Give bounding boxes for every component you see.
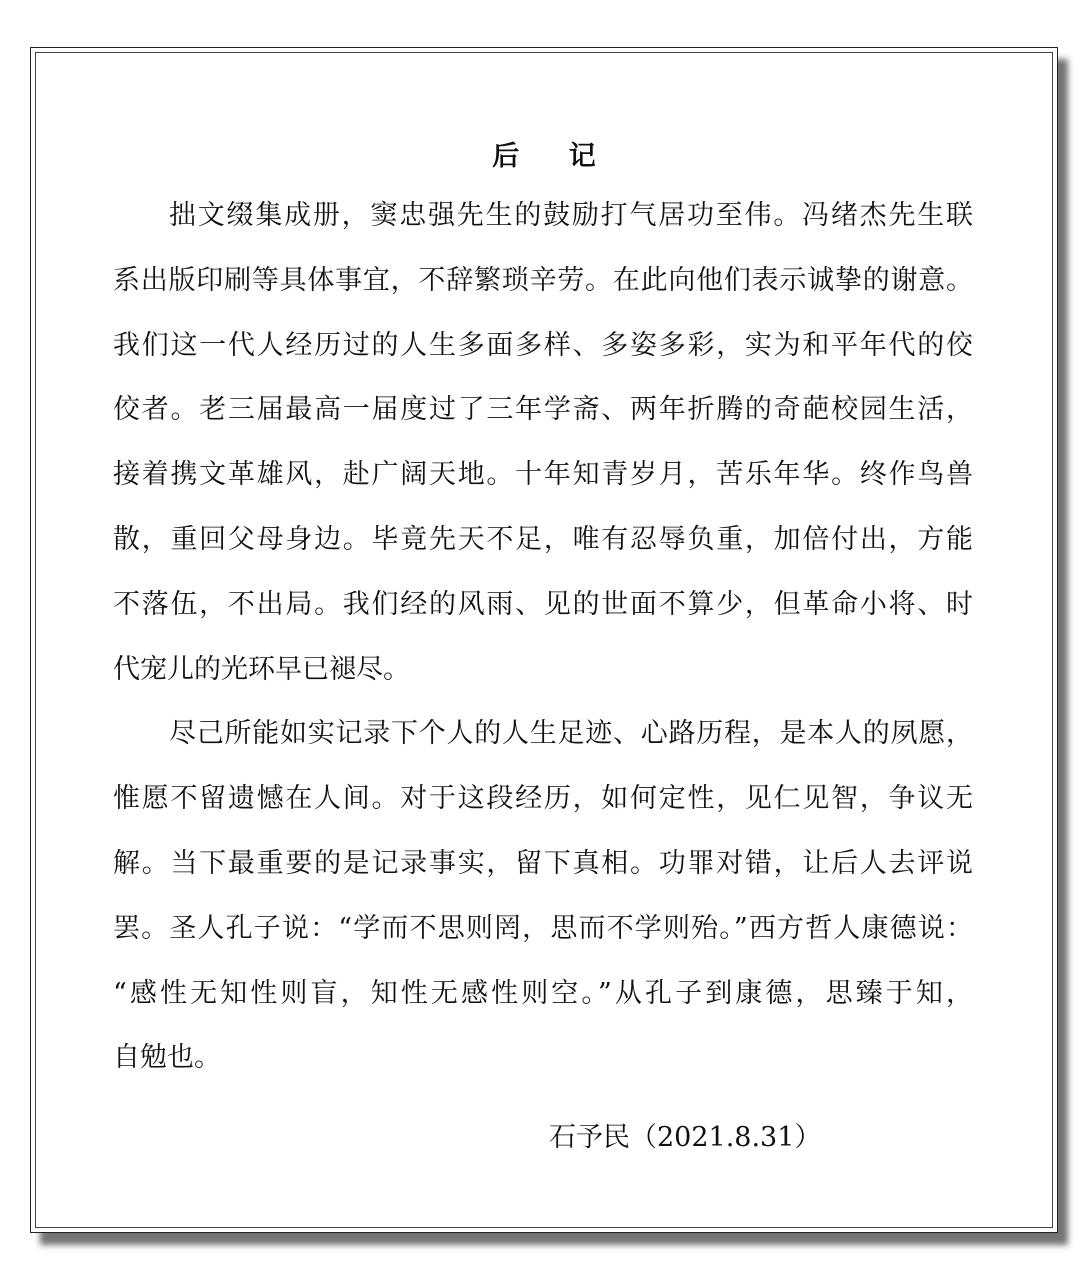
document-title: 后 记: [492, 141, 616, 172]
text-line: “感性无知性则盲，知性无感性则空。”从孔子到康德，思臻于知，: [113, 977, 973, 1009]
text-line: 我们这一代人经历过的人生多面多样、多姿多彩，实为和平年代的佼: [113, 329, 973, 361]
text-line: 尽己所能如实记录下个人的人生足迹、心路历程，是本人的夙愿，: [169, 718, 973, 750]
text-line: 惟愿不留遗憾在人间。对于这段经历，如何定性，见仁见智，争议无: [113, 783, 973, 815]
text-line: 代宠儿的光环早已褪尽。: [113, 653, 410, 685]
paragraph-1: [113, 184, 973, 702]
text-line: 散，重回父母身边。毕竟先天不足，唯有忍辱负重，加倍付出，方能: [113, 523, 973, 555]
author-signature: 石予民（2021.8.31）: [549, 1122, 822, 1153]
text-line: 解。当下最重要的是记录事实，留下真相。功罪对错，让后人去评说: [113, 847, 973, 879]
text-line: 自勉也。: [113, 1042, 221, 1074]
document-body: [113, 184, 973, 1091]
text-line: 不落伍，不出局。我们经的风雨、见的世面不算少，但革命小将、时: [113, 588, 973, 620]
text-line: 罢。圣人孔子说：“学而不思则罔，思而不学则殆。”西方哲人康德说：: [113, 912, 973, 944]
paragraph-2: [113, 702, 973, 1091]
text-line: 接着携文革雄风，赴广阔天地。十年知青岁月，苦乐年华。终作鸟兽: [113, 459, 973, 491]
document-page: [30, 47, 1058, 1233]
text-line: 拙文缀集成册，窦忠强先生的鼓励打气居功至伟。冯绪杰先生联: [169, 200, 973, 231]
text-line: 系出版印刷等具体事宜，不辞繁琐辛劳。在此向他们表示诚挚的谢意。: [113, 264, 973, 296]
text-line: 佼者。老三届最高一届度过了三年学斋、两年折腾的奇葩校园生活，: [113, 394, 973, 426]
